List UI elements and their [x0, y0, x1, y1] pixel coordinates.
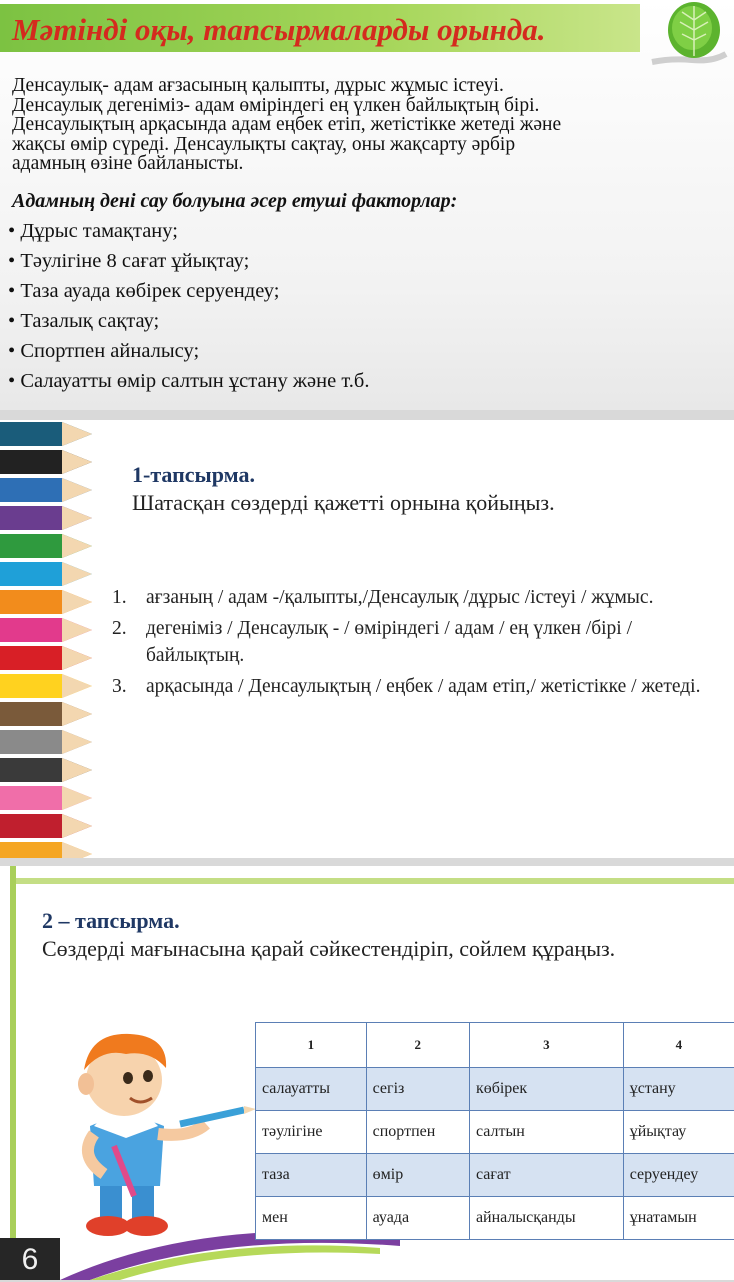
- item-number: 1.: [112, 584, 146, 611]
- table-header: 2: [366, 1023, 469, 1068]
- bullet-icon: •: [8, 250, 15, 272]
- list-item: • Тәулігіне 8 сағат ұйықтау;: [8, 246, 369, 276]
- page-number: 6: [0, 1238, 60, 1280]
- paragraph-line: Денсаулық дегеніміз- адам өміріндегі ең үлкен байлықтың бірі.: [12, 96, 712, 116]
- list-item: • Спортпен айналысу;: [8, 336, 369, 366]
- frame-border: [10, 878, 734, 884]
- task2-slide: [0, 866, 734, 1280]
- table-cell: сегіз: [366, 1068, 469, 1111]
- word-matching-table: [255, 1022, 734, 1240]
- table-cell: ұйықтау: [623, 1111, 734, 1154]
- table-cell: салауатты: [256, 1068, 367, 1111]
- list-item: [112, 615, 732, 669]
- table-header: 3: [469, 1023, 623, 1068]
- title-banner: [0, 4, 640, 52]
- paragraph-line: Денсаулықтың арқасында адам еңбек етіп, жетістікке жетеді және: [12, 115, 712, 135]
- table-cell: мен: [256, 1197, 367, 1240]
- table-row: [256, 1111, 734, 1154]
- bullet-icon: •: [8, 220, 15, 242]
- table-cell: өмір: [366, 1154, 469, 1197]
- bullet-icon: •: [8, 340, 15, 362]
- table-cell: ұнатамын: [623, 1197, 734, 1240]
- paragraph-line: жақсы өмір сүреді. Денсаулықты сақтау, оны жақсарту әрбір: [12, 135, 712, 155]
- table-cell: салтын: [469, 1111, 623, 1154]
- paragraph-line: Денсаулық- адам ағзасының қалыпты, дұрыс жұмыс істеуі.: [12, 76, 712, 96]
- reading-slide: [0, 0, 734, 410]
- colored-pencils-image: [0, 420, 110, 858]
- bullet-icon: •: [8, 280, 15, 302]
- task2-instruction: Сөздерді мағынасына қарай сәйкестендіріп, сойлем құраңыз.: [42, 936, 615, 962]
- table-row: [256, 1197, 734, 1240]
- bullet-icon: •: [8, 310, 15, 332]
- slide-title: Мәтінді оқы, тапсырмаларды орында.: [12, 12, 546, 48]
- table-cell: спортпен: [366, 1111, 469, 1154]
- table-row: [256, 1068, 734, 1111]
- table-cell: тәулігіне: [256, 1111, 367, 1154]
- item-number: 3.: [112, 673, 146, 700]
- list-item: • Дұрыс тамақтану;: [8, 216, 369, 246]
- task1-title: 1-тапсырма.: [132, 462, 255, 488]
- health-paragraph: [12, 76, 712, 174]
- cartoon-boy-image: [30, 1026, 260, 1246]
- bullet-icon: •: [8, 370, 15, 392]
- item-text: дегеніміз / Денсаулық - / өміріндегі / адам / ең үлкен /бірі / байлықтың.: [146, 615, 732, 669]
- task2-title: 2 – тапсырма.: [42, 908, 180, 934]
- table-cell: көбірек: [469, 1068, 623, 1111]
- task1-slide: [0, 420, 734, 858]
- table-cell: ауада: [366, 1197, 469, 1240]
- list-item: • Салауатты өмір салтын ұстану және т.б.: [8, 366, 369, 396]
- list-item: [112, 673, 732, 700]
- item-number: 2.: [112, 615, 146, 669]
- list-item: [112, 584, 732, 611]
- table-row: [256, 1154, 734, 1197]
- item-text: ағзаның / адам -/қалыпты,/Денсаулық /дұрыс /істеуі / жұмыс.: [146, 584, 653, 611]
- factors-list: [8, 216, 369, 396]
- item-text: арқасында / Денсаулықтың / еңбек / адам етіп,/ жетістікке / жетеді.: [146, 673, 700, 700]
- table-cell: ұстану: [623, 1068, 734, 1111]
- table-header: 1: [256, 1023, 367, 1068]
- task1-instruction: Шатасқан сөздерді қажетті орнына қойыңыз.: [132, 490, 555, 516]
- list-item: • Тазалық сақтау;: [8, 306, 369, 336]
- table-header: 4: [623, 1023, 734, 1068]
- table-cell: серуендеу: [623, 1154, 734, 1197]
- factors-heading: Адамның дені сау болуына әсер етуші факторлар:: [12, 190, 457, 213]
- list-item: • Таза ауада көбірек серуендеу;: [8, 276, 369, 306]
- green-leaf-icon: [642, 0, 728, 70]
- table-cell: таза: [256, 1154, 367, 1197]
- task1-list: [112, 584, 732, 704]
- paragraph-line: адамның өзіне байланысты.: [12, 154, 712, 174]
- table-cell: айналысқанды: [469, 1197, 623, 1240]
- table-cell: сағат: [469, 1154, 623, 1197]
